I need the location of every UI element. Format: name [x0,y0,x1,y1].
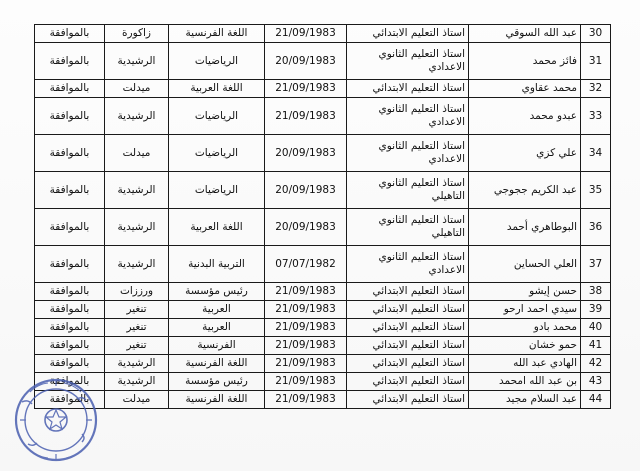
table-row [35,80,611,98]
subject-cell: الرياضيات [169,135,265,172]
status-cell: بالموافقة [35,301,105,319]
appointment-date: 21/09/1983 [265,301,347,319]
grade-cell [347,373,469,391]
row-number: 42 [581,355,611,373]
table-row [35,337,611,355]
grade-line: التاهيلي [431,190,465,202]
status-cell: بالموافقة [35,391,105,409]
row-number: 36 [581,209,611,246]
city-cell: تنغير [105,337,169,355]
status-cell: بالموافقة [35,246,105,283]
city-cell: ورززات [105,283,169,301]
status-cell: بالموافقة [35,98,105,135]
person-name: سيدي احمد ارحو [469,301,581,319]
appointment-date: 21/09/1983 [265,337,347,355]
grade-cell [347,172,469,209]
row-number: 34 [581,135,611,172]
row-number: 43 [581,373,611,391]
grade-line: استاذ التعليم الابتدائي [372,321,465,333]
table-row [35,355,611,373]
row-number: 41 [581,337,611,355]
person-name: البوطاهري أحمد [469,209,581,246]
table-row [35,283,611,301]
grade-line: استاذ التعليم الثانوي [378,140,465,152]
appointment-date: 21/09/1983 [265,373,347,391]
grade-cell [347,246,469,283]
table-row [35,373,611,391]
row-number: 38 [581,283,611,301]
subject-cell: الرياضيات [169,98,265,135]
appointment-date: 21/09/1983 [265,355,347,373]
table-row [35,319,611,337]
city-cell: ميدلت [105,80,169,98]
subject-cell: اللغة الفرنسية [169,355,265,373]
subject-cell: التربية البدنية [169,246,265,283]
person-name: الهادي عبد الله [469,355,581,373]
table-row [35,209,611,246]
person-name: عبد الكريم ججوجي [469,172,581,209]
appointment-date: 21/09/1983 [265,25,347,43]
grade-line: استاذ التعليم الابتدائي [372,393,465,405]
grade-cell [347,283,469,301]
table-row [35,246,611,283]
status-cell: بالموافقة [35,135,105,172]
subject-cell: اللغة العربية [169,209,265,246]
row-number: 39 [581,301,611,319]
subject-cell: العربية [169,319,265,337]
personnel-table [34,24,611,409]
grade-cell [347,391,469,409]
table-row [35,25,611,43]
person-name: علي كزي [469,135,581,172]
grade-cell [347,337,469,355]
grade-line: الاعدادي [428,264,465,276]
city-cell: الرشيدية [105,98,169,135]
grade-line: استاذ التعليم الثانوي [378,214,465,226]
appointment-date: 21/09/1983 [265,391,347,409]
status-cell: بالموافقة [35,25,105,43]
grade-line: استاذ التعليم الابتدائي [372,82,465,94]
grade-cell [347,80,469,98]
city-cell: ميدلت [105,391,169,409]
subject-cell: اللغة العربية [169,80,265,98]
subject-cell: الرياضيات [169,43,265,80]
grade-line: استاذ التعليم الابتدائي [372,27,465,39]
status-cell: بالموافقة [35,355,105,373]
row-number: 32 [581,80,611,98]
grade-line: استاذ التعليم الابتدائي [372,375,465,387]
row-number: 35 [581,172,611,209]
table-row [35,172,611,209]
person-name: محمد بادو [469,319,581,337]
table-row [35,98,611,135]
appointment-date: 20/09/1983 [265,43,347,80]
appointment-date: 21/09/1983 [265,98,347,135]
row-number: 30 [581,25,611,43]
grade-cell [347,301,469,319]
status-cell: بالموافقة [35,283,105,301]
subject-cell: اللغة الفرنسية [169,25,265,43]
person-name: محمد عقاوي [469,80,581,98]
row-number: 37 [581,246,611,283]
grade-line: استاذ التعليم الثانوي [378,103,465,115]
grade-line: استاذ التعليم الابتدائي [372,285,465,297]
city-cell: تنغير [105,301,169,319]
row-number: 40 [581,319,611,337]
city-cell: زاكورة [105,25,169,43]
status-cell: بالموافقة [35,373,105,391]
city-cell: الرشيدية [105,373,169,391]
grade-cell [347,355,469,373]
appointment-date: 20/09/1983 [265,135,347,172]
appointment-date: 21/09/1983 [265,319,347,337]
grade-line: استاذ التعليم الثانوي [378,177,465,189]
grade-line: استاذ التعليم الثانوي [378,48,465,60]
person-name: فائز محمد [469,43,581,80]
status-cell: بالموافقة [35,209,105,246]
person-name: عبد السلام مجيد [469,391,581,409]
status-cell: بالموافقة [35,337,105,355]
grade-line: الاعدادي [428,153,465,165]
grade-line: التاهيلي [431,227,465,239]
subject-cell: العربية [169,301,265,319]
grade-cell [347,319,469,337]
person-name: حمو خشان [469,337,581,355]
subject-cell: الرياضيات [169,172,265,209]
table-row [35,391,611,409]
city-cell: الرشيدية [105,246,169,283]
grade-cell [347,43,469,80]
city-cell: ميدلت [105,135,169,172]
grade-cell [347,25,469,43]
appointment-date: 21/09/1983 [265,80,347,98]
city-cell: الرشيدية [105,355,169,373]
subject-cell: اللغة الفرنسية [169,391,265,409]
subject-cell: رئيس مؤسسة [169,283,265,301]
table-row [35,301,611,319]
grade-line: الاعدادي [428,116,465,128]
city-cell: الرشيدية [105,172,169,209]
person-name: عبد الله السوقي [469,25,581,43]
appointment-date: 20/09/1983 [265,172,347,209]
person-name: العلي الحساين [469,246,581,283]
appointment-date: 20/09/1983 [265,209,347,246]
grade-line: استاذ التعليم الابتدائي [372,339,465,351]
status-cell: بالموافقة [35,80,105,98]
grade-line: الاعدادي [428,61,465,73]
row-number: 44 [581,391,611,409]
table-row [35,135,611,172]
subject-cell: رئيس مؤسسة [169,373,265,391]
status-cell: بالموافقة [35,319,105,337]
row-number: 31 [581,43,611,80]
row-number: 33 [581,98,611,135]
person-name: عبدو محمد [469,98,581,135]
grade-line: استاذ التعليم الثانوي [378,251,465,263]
grade-line: استاذ التعليم الابتدائي [372,357,465,369]
grade-cell [347,209,469,246]
appointment-date: 21/09/1983 [265,283,347,301]
person-name: حسن إيشو [469,283,581,301]
city-cell: الرشيدية [105,43,169,80]
table-row [35,43,611,80]
grade-cell [347,135,469,172]
appointment-date: 07/07/1982 [265,246,347,283]
city-cell: الرشيدية [105,209,169,246]
subject-cell: الفرنسية [169,337,265,355]
status-cell: بالموافقة [35,172,105,209]
city-cell: تنغير [105,319,169,337]
grade-line: استاذ التعليم الابتدائي [372,303,465,315]
person-name: بن عبد الله امحمد [469,373,581,391]
status-cell: بالموافقة [35,43,105,80]
grade-cell [347,98,469,135]
